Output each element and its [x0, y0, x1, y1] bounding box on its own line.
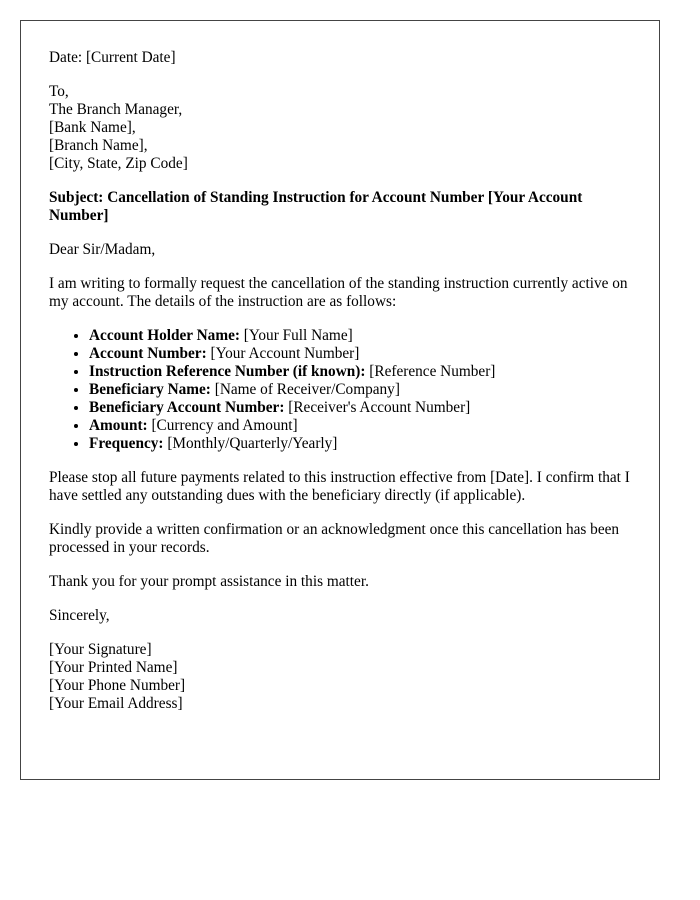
phone-line: [Your Phone Number] — [49, 677, 186, 694]
list-item — [89, 345, 639, 363]
detail-value: [Monthly/Quarterly/Yearly] — [163, 435, 338, 452]
list-item — [89, 363, 639, 381]
confirmation-request-paragraph: Kindly provide a written confirmation or an acknowledgment once this cancellation has been processed in your records. — [49, 521, 620, 556]
letter-page — [20, 20, 660, 780]
detail-label: Frequency: — [89, 435, 164, 452]
list-item — [89, 399, 639, 417]
closing: Sincerely, — [49, 607, 110, 624]
detail-label: Amount: — [89, 417, 148, 434]
printed-name-line: [Your Printed Name] — [49, 659, 178, 676]
detail-value: [Your Full Name] — [239, 327, 353, 344]
email-line: [Your Email Address] — [49, 695, 183, 712]
list-item — [89, 381, 639, 399]
detail-value: [Your Account Number] — [206, 345, 360, 362]
detail-value: [Reference Number] — [365, 363, 496, 380]
letter-body — [49, 49, 639, 729]
stop-payments-paragraph: Please stop all future payments related to this instruction effective from [Date]. I confirm that I have settled any outstanding dues with the beneficiary directly (if applicable). — [49, 469, 630, 504]
intro-paragraph: I am writing to formally request the cancellation of the standing instruction currently active on my account. The details of the instruction are as follows: — [49, 275, 628, 310]
list-item — [89, 435, 639, 453]
detail-label: Beneficiary Name: — [89, 381, 211, 398]
detail-label: Account Holder Name: — [89, 327, 240, 344]
detail-value: [Receiver's Account Number] — [284, 399, 471, 416]
detail-label: Instruction Reference Number (if known): — [89, 363, 366, 380]
signature-block — [49, 641, 639, 713]
list-item — [89, 327, 639, 345]
recipient-to: To, — [49, 83, 69, 100]
salutation: Dear Sir/Madam, — [49, 241, 156, 258]
list-item — [89, 417, 639, 435]
thanks-paragraph: Thank you for your prompt assistance in this matter. — [49, 573, 369, 590]
detail-label: Account Number: — [89, 345, 207, 362]
detail-value: [Currency and Amount] — [147, 417, 298, 434]
detail-value: [Name of Receiver/Company] — [210, 381, 400, 398]
recipient-address — [49, 83, 639, 173]
recipient-title: The Branch Manager, — [49, 101, 183, 118]
instruction-details-list — [49, 327, 639, 453]
subject-line: Subject: Cancellation of Standing Instruction for Account Number [Your Account Number] — [49, 189, 583, 224]
signature-line: [Your Signature] — [49, 641, 152, 658]
detail-label: Beneficiary Account Number: — [89, 399, 285, 416]
recipient-bank: [Bank Name], — [49, 119, 136, 136]
date-line: Date: [Current Date] — [49, 49, 176, 66]
recipient-branch: [Branch Name], — [49, 137, 148, 154]
recipient-city: [City, State, Zip Code] — [49, 155, 188, 172]
